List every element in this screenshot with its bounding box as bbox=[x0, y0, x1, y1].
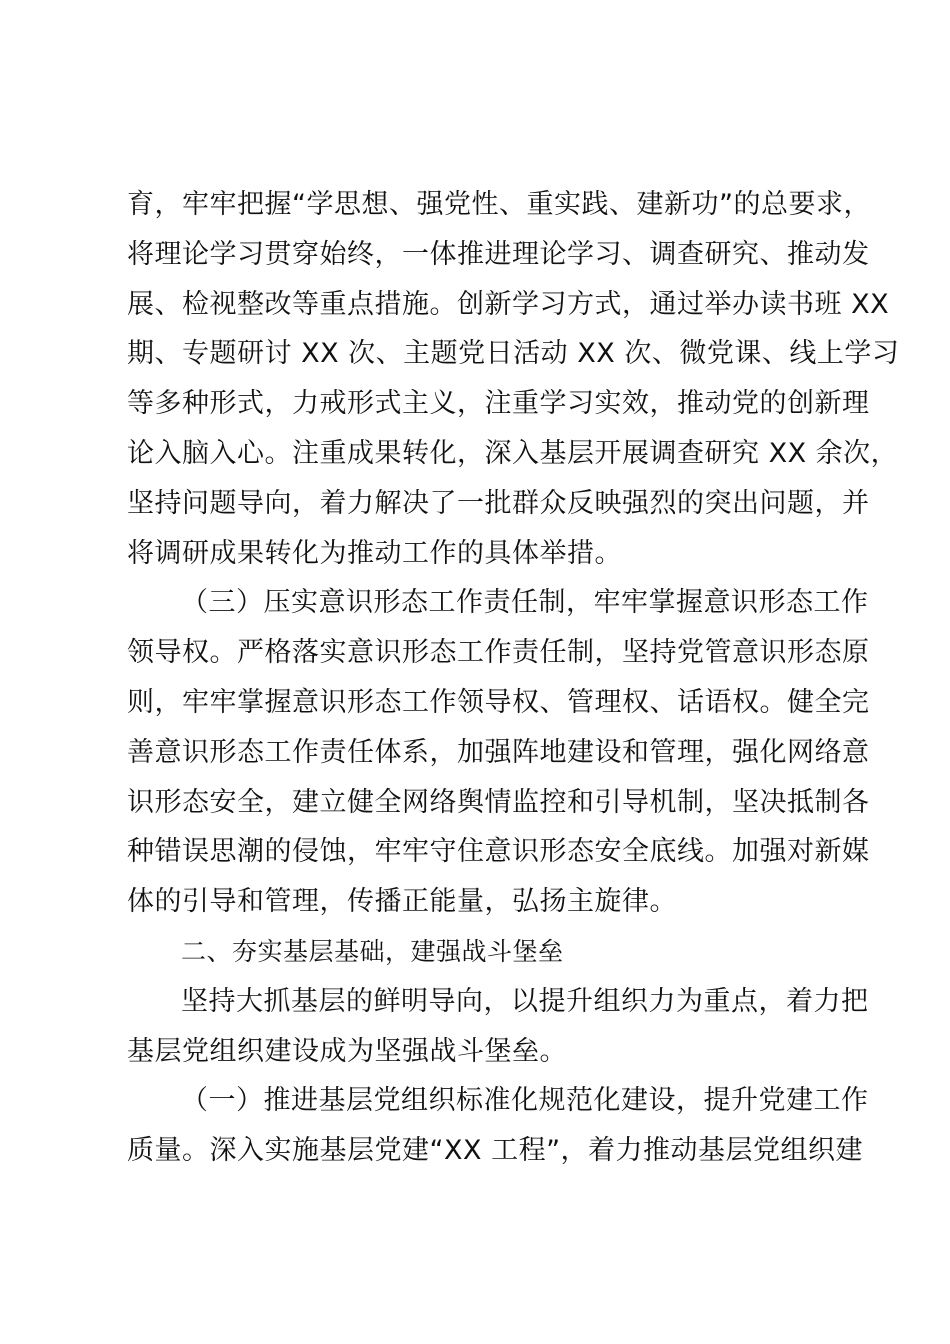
text-line: 质量。深入实施基层党建“XX 工程”，着力推动基层党组织建 bbox=[127, 1135, 864, 1167]
text-line: 体的引导和管理，传播正能量，弘扬主旋律。 bbox=[127, 886, 677, 918]
text-line: 期、专题研讨 XX 次、主题党日活动 XX 次、微党课、线上学习 bbox=[127, 338, 900, 370]
text-line: 种错误思潮的侵蚀，牢牢守住意识形态安全底线。加强对新媒 bbox=[127, 836, 870, 868]
text-line: 基层党组织建设成为坚强战斗堡垒。 bbox=[127, 1035, 567, 1067]
text-line: 则，牢牢掌握意识形态工作领导权、管理权、话语权。健全完 bbox=[127, 686, 870, 718]
text-line: 坚持大抓基层的鲜明导向，以提升组织力为重点，着力把 bbox=[181, 985, 869, 1017]
text-line: 论入脑入心。注重成果转化，深入基层开展调查研究 XX 余次， bbox=[127, 437, 899, 469]
text-line: 坚持问题导向，着力解决了一批群众反映强烈的突出问题，并 bbox=[127, 487, 870, 519]
text-line: 将调研成果转化为推动工作的具体举措。 bbox=[127, 537, 622, 569]
section-heading: 二、夯实基层基础，建强战斗堡垒 bbox=[181, 936, 564, 966]
text-line: 善意识形态工作责任体系，加强阵地建设和管理，强化网络意 bbox=[127, 736, 870, 768]
text-line: 展、检视整改等重点措施。创新学习方式，通过举办读书班 XX bbox=[127, 288, 890, 320]
subsection-heading-line: （一）推进基层党组织标准化规范化建设，提升党建工作 bbox=[181, 1085, 869, 1117]
text-line: 识形态安全，建立健全网络舆情监控和引导机制，坚决抵制各 bbox=[127, 786, 870, 818]
text-line: 将理论学习贯穿始终，一体推进理论学习、调查研究、推动发 bbox=[127, 238, 870, 270]
text-line: 等多种形式，力戒形式主义，注重学习实效，推动党的创新理 bbox=[127, 388, 870, 420]
subsection-heading-line: （三）压实意识形态工作责任制，牢牢掌握意识形态工作 bbox=[181, 587, 869, 619]
document-body bbox=[127, 180, 900, 1176]
text-line: 育，牢牢把握“学思想、强党性、重实践、建新功”的总要求， bbox=[127, 189, 871, 220]
text-line: 领导权。严格落实意识形态工作责任制，坚持党管意识形态原 bbox=[127, 637, 870, 669]
